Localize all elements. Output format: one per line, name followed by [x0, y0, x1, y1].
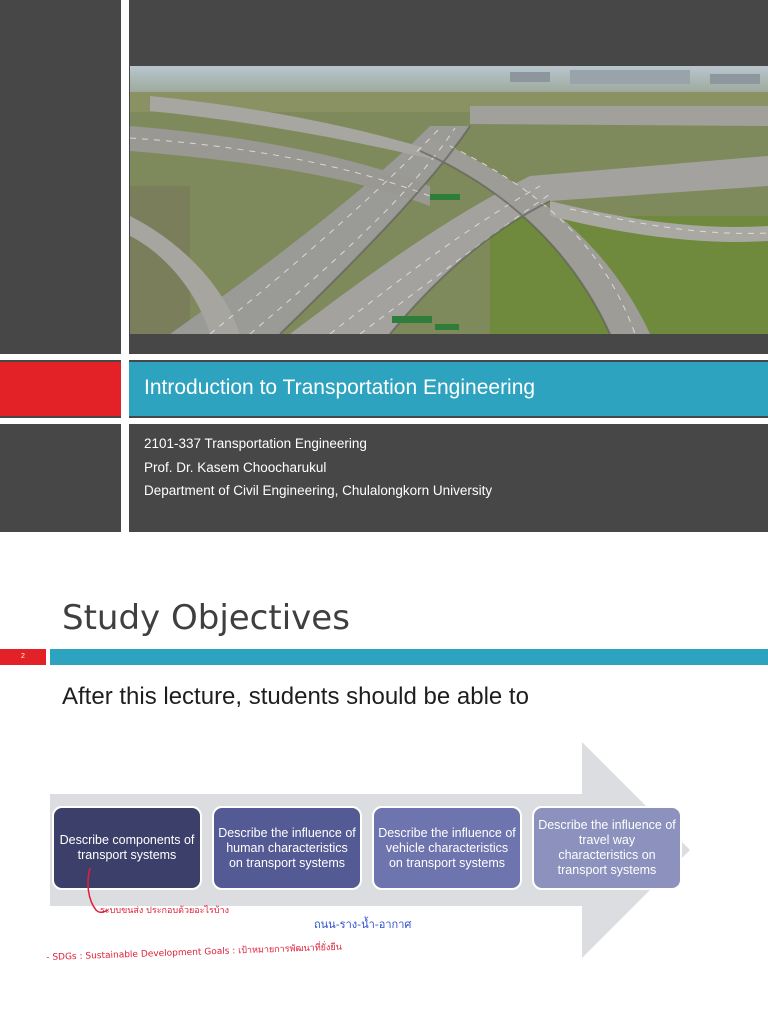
sdg-handwritten-note: - SDGs : Sustainable Development Goals : เป้าหมายการพัฒนาที่ยั่งยืน	[46, 942, 342, 963]
objectives-intro: After this lecture, students should be able to	[62, 683, 529, 710]
objective-step-label: Describe components of transport systems	[59, 833, 195, 862]
blue-handwritten-note: ถนน-ราง-น้ำ-อากาศ	[314, 918, 412, 931]
slide-number: 2	[0, 649, 46, 665]
objective-step-label: Describe the influence of human characteristics on transport systems	[218, 825, 356, 870]
lower-divider	[0, 418, 768, 424]
red-handwritten-note: ระบบขนส่ง ประกอบด้วยอะไรบ้าง	[100, 906, 230, 916]
slide-title: Study Objectives	[62, 598, 350, 638]
vertical-divider	[121, 0, 129, 532]
objective-step-label: Describe the influence of travel way characteristics on transport systems	[538, 818, 676, 877]
upper-divider	[0, 354, 768, 360]
department-name: Department of Civil Engineering, Chulalongkorn University	[144, 483, 493, 498]
highway-interchange-photo	[130, 66, 768, 334]
objectives-slide	[0, 568, 768, 1024]
red-accent-block	[0, 362, 121, 416]
course-code: 2101-337 Transportation Engineering	[144, 436, 367, 451]
lecturer-name: Prof. Dr. Kasem Choocharukul	[144, 460, 327, 475]
slide-title: Introduction to Transportation Engineering	[144, 376, 536, 399]
objective-step-label: Describe the influence of vehicle characteristics on transport systems	[378, 825, 516, 870]
